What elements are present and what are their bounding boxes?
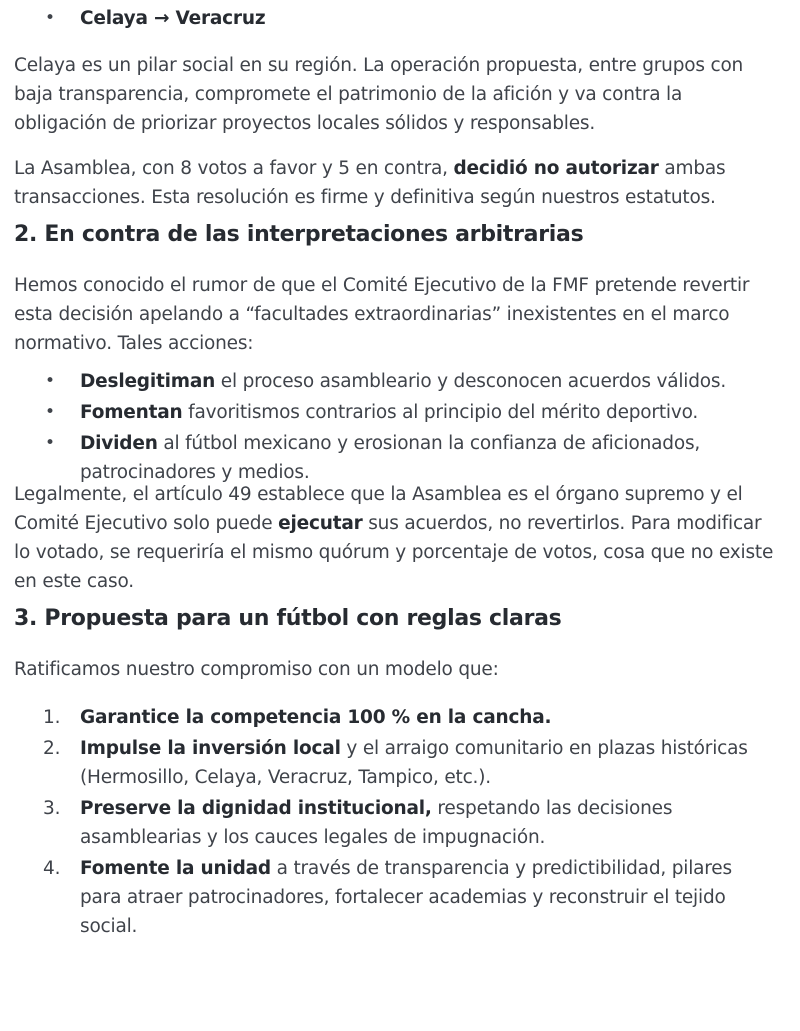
section-2-intro: Hemos conocido el rumor de que el Comité Ejecutivo de la FMF pretende revertir esta decisión apelando a “facultades extraordinarias” inexistentes en el marco normativo. Tales acciones: bbox=[14, 275, 750, 354]
item-number: 1. bbox=[43, 707, 61, 728]
bullet-icon: • bbox=[45, 433, 55, 453]
list-item-deslegitiman bbox=[14, 367, 776, 396]
criticism-keyword: Dividen bbox=[80, 433, 158, 454]
commitment-item-text bbox=[80, 854, 776, 941]
criticism-keyword: Deslegitiman bbox=[80, 371, 216, 392]
criticism-rest: favoritismos contrarios al principio del mérito deportivo. bbox=[182, 402, 699, 423]
bullet-icon: • bbox=[45, 8, 55, 28]
criticism-rest: al fútbol mexicano y erosionan la confianza de aficionados, patrocinadores y medios. bbox=[80, 433, 701, 483]
item-number: 3. bbox=[43, 798, 61, 819]
transfer-description: Celaya es un pilar social en su región. La operación propuesta, entre grupos con baja transparencia, compromete el patrimonio de la afición y va contra la obligación de priorizar proyectos locales sólidos y responsables. bbox=[14, 55, 744, 134]
commitment-rest: respetando las decisiones asamblearias y los cauces legales de impugnación. bbox=[80, 798, 673, 848]
vote-result-post: ambas transacciones. Esta resolución es firme y definitiva según nuestros estatutos. bbox=[14, 158, 726, 208]
item-number: 2. bbox=[43, 738, 61, 759]
bullet-icon: • bbox=[45, 371, 55, 391]
commitment-list bbox=[14, 703, 776, 941]
commitment-item-1 bbox=[14, 703, 776, 732]
legal-post: sus acuerdos, no revertirlos. Para modificar lo votado, se requeriría el mismo quórum y porcentaje de votos, cosa que no existe en este caso. bbox=[14, 513, 774, 592]
commitment-item-text bbox=[80, 794, 776, 852]
commitment-item-text bbox=[80, 734, 776, 792]
legal-pre: Legalmente, el artículo 49 establece que la Asamblea es el órgano supremo y el Comité Ejecutivo solo puede bbox=[14, 484, 743, 534]
section-3-intro: Ratificamos nuestro compromiso con un modelo que: bbox=[14, 659, 499, 680]
criticism-list bbox=[14, 367, 776, 487]
commitment-keyword: Garantice la competencia 100 % en la cancha. bbox=[80, 707, 552, 728]
commitment-item-text bbox=[80, 703, 776, 732]
vote-result-paragraph bbox=[14, 154, 776, 212]
commitment-item-2 bbox=[14, 734, 776, 792]
criticism-keyword: Fomentan bbox=[80, 402, 183, 423]
commitment-rest: a través de transparencia y predictibilidad, pilares para atraer patrocinadores, fortalecer academias y reconstruir el tejido social. bbox=[80, 858, 732, 937]
commitment-item-4 bbox=[14, 854, 776, 941]
commitment-keyword: Impulse la inversión local bbox=[80, 738, 341, 759]
list-item-celaya-veracruz bbox=[14, 4, 776, 33]
criticism-rest: el proceso asambleario y desconocen acuerdos válidos. bbox=[215, 371, 727, 392]
commitment-keyword: Preserve la dignidad institucional, bbox=[80, 798, 432, 819]
criticism-item-text bbox=[80, 398, 776, 427]
list-item-fomentan bbox=[14, 398, 776, 427]
transfer-lead-list bbox=[14, 4, 776, 33]
legal-emphasis: ejecutar bbox=[278, 513, 363, 534]
commitment-keyword: Fomente la unidad bbox=[80, 858, 271, 879]
criticism-item-text bbox=[80, 367, 776, 396]
section-3-heading: 3. Propuesta para un fútbol con reglas claras bbox=[14, 606, 562, 631]
item-number: 4. bbox=[43, 858, 61, 879]
commitment-rest: y el arraigo comunitario en plazas históricas (Hermosillo, Celaya, Veracruz, Tampico, etc.). bbox=[80, 738, 748, 788]
list-item-dividen bbox=[14, 429, 776, 487]
vote-result-pre: La Asamblea, con 8 votos a favor y 5 en contra, bbox=[14, 158, 454, 179]
bullet-icon: • bbox=[45, 402, 55, 422]
criticism-item-text bbox=[80, 429, 776, 487]
transfer-title: Celaya → Veracruz bbox=[80, 8, 266, 29]
legal-basis-paragraph bbox=[14, 480, 776, 596]
commitment-item-3 bbox=[14, 794, 776, 852]
vote-result-emphasis: decidió no autorizar bbox=[453, 158, 659, 179]
section-2-heading: 2. En contra de las interpretaciones arbitrarias bbox=[14, 222, 584, 247]
